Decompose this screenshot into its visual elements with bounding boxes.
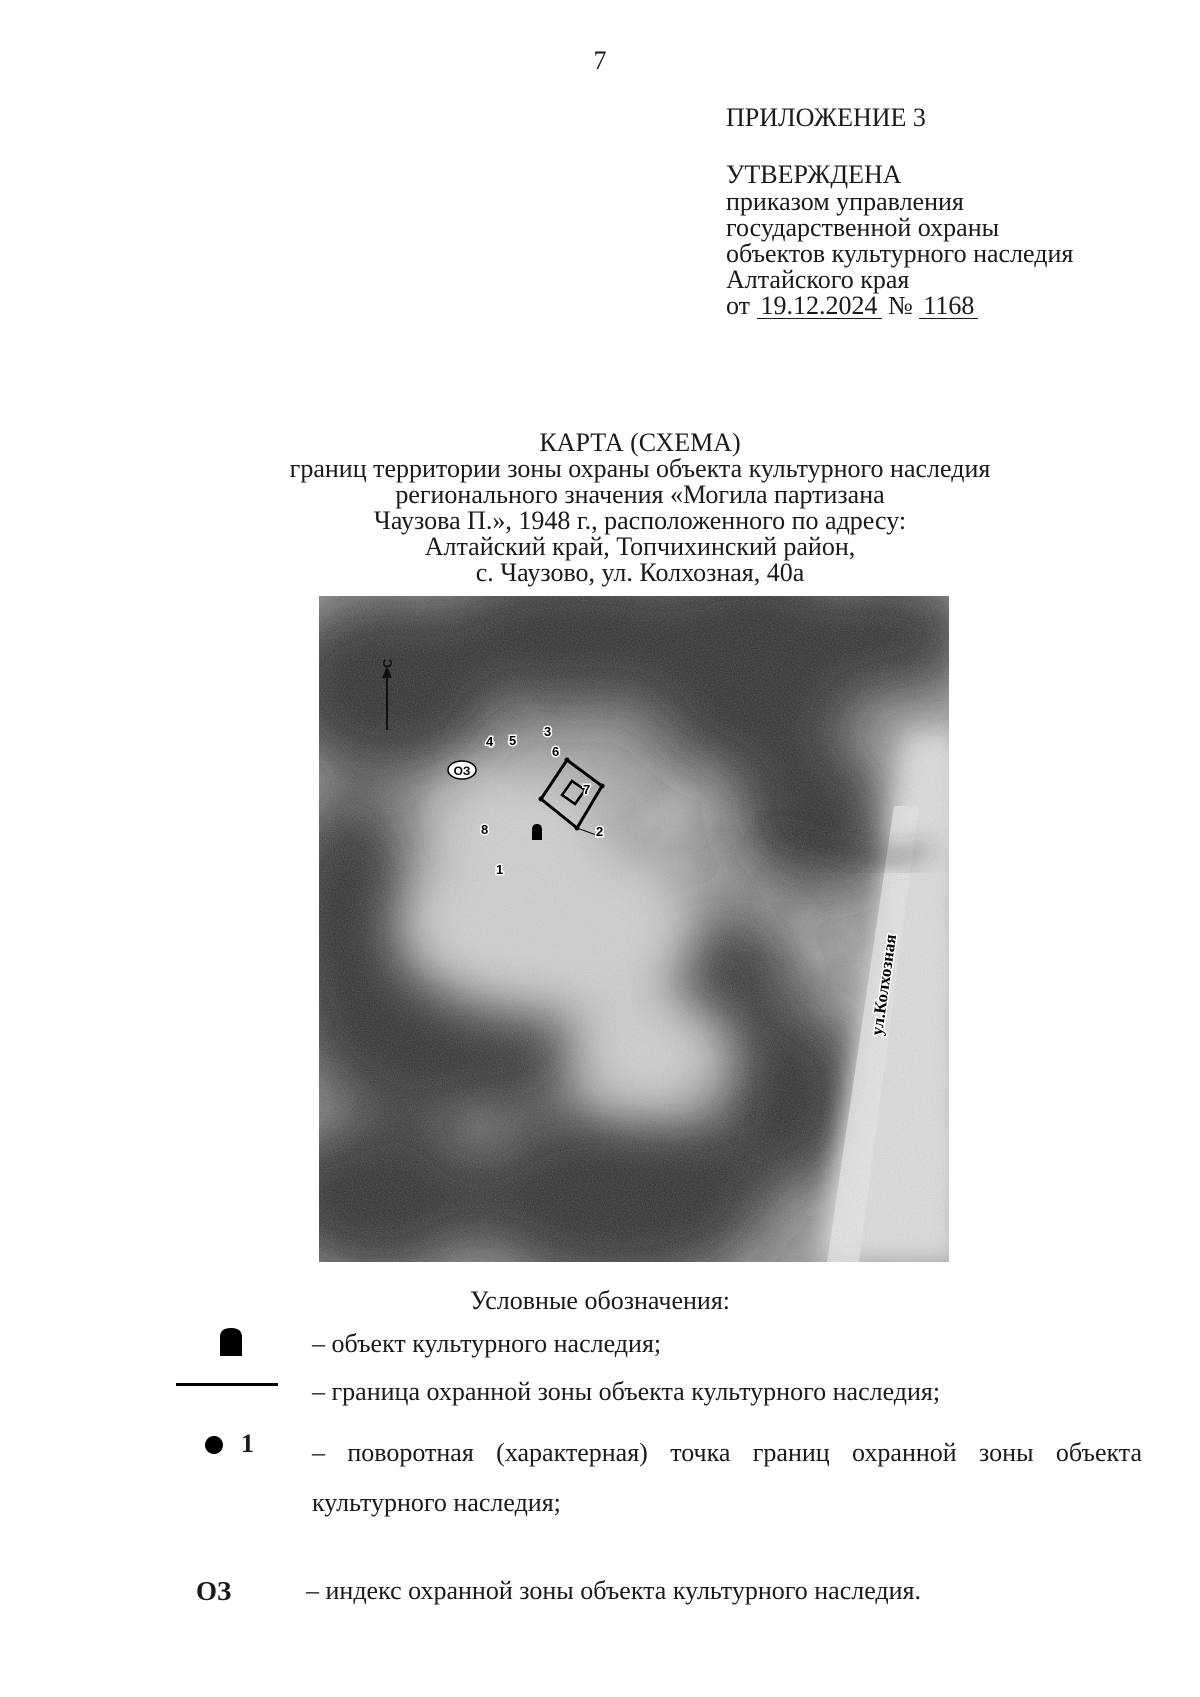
point-label: 3 [544, 724, 552, 739]
page-number: 7 [593, 46, 607, 75]
approval-number: 1168 [919, 294, 978, 319]
point-label: 4 [486, 734, 494, 749]
approval-line: приказом управления [726, 187, 964, 216]
approved-label: УТВЕРЖДЕНА [726, 160, 902, 189]
aerial-map [319, 596, 949, 1262]
point-label: 6 [552, 744, 560, 759]
zone-index-legend-label: ОЗ [196, 1576, 232, 1606]
turning-point-legend-label: 1 [241, 1429, 254, 1458]
title-line: границ территории зоны охраны объекта культурного наследия [289, 454, 991, 483]
point-label: 2 [596, 824, 604, 839]
title-line: регионального значения «Могила партизана [395, 480, 885, 509]
boundary-line-legend-icon [176, 1383, 278, 1386]
title-line: Чаузова П.», 1948 г., расположенного по адресу: [373, 506, 907, 535]
north-label: С [380, 658, 395, 668]
approval-line: объектов культурного наследия [726, 239, 1074, 268]
title-line: Алтайский край, Топчихинский район, [424, 532, 856, 561]
street-label: ул.Колхозная [867, 933, 901, 1037]
approval-date: 19.12.2024 [757, 294, 882, 319]
legend-text: – поворотная (характерная) точка границ охранной зоны объекта культурного наследия; [312, 1438, 1142, 1517]
heritage-object-legend-icon [218, 1326, 244, 1356]
legend-text: – объект культурного наследия; [312, 1329, 662, 1358]
legend-text: – индекс охранной зоны объекта культурного наследия. [306, 1576, 922, 1605]
point-label: 7 [583, 782, 591, 797]
title-heading: КАРТА (СХЕМА) [539, 428, 741, 457]
legend-text: – граница охранной зоны объекта культурного наследия; [312, 1377, 941, 1406]
approval-line: государственной охраны [726, 213, 1000, 242]
approval-block [726, 105, 1073, 319]
zone-label: ОЗ [453, 764, 471, 778]
document-title [200, 430, 1080, 586]
turning-point-legend-icon [205, 1436, 223, 1454]
legend-heading: Условные обозначения: [469, 1286, 731, 1315]
point-label: 8 [481, 822, 489, 837]
approval-date-line [726, 293, 1073, 319]
title-line: с. Чаузово, ул. Колхозная, 40а [475, 558, 805, 587]
zone-index-marker [448, 761, 476, 779]
number-prefix: № [888, 291, 913, 320]
appendix-title: ПРИЛОЖЕНИЕ 3 [726, 103, 926, 132]
heritage-object-icon [532, 824, 542, 840]
point-label: 1 [496, 862, 504, 877]
approval-line: Алтайского края [726, 265, 910, 294]
point-label: 5 [509, 733, 517, 748]
date-prefix: от [726, 291, 751, 320]
